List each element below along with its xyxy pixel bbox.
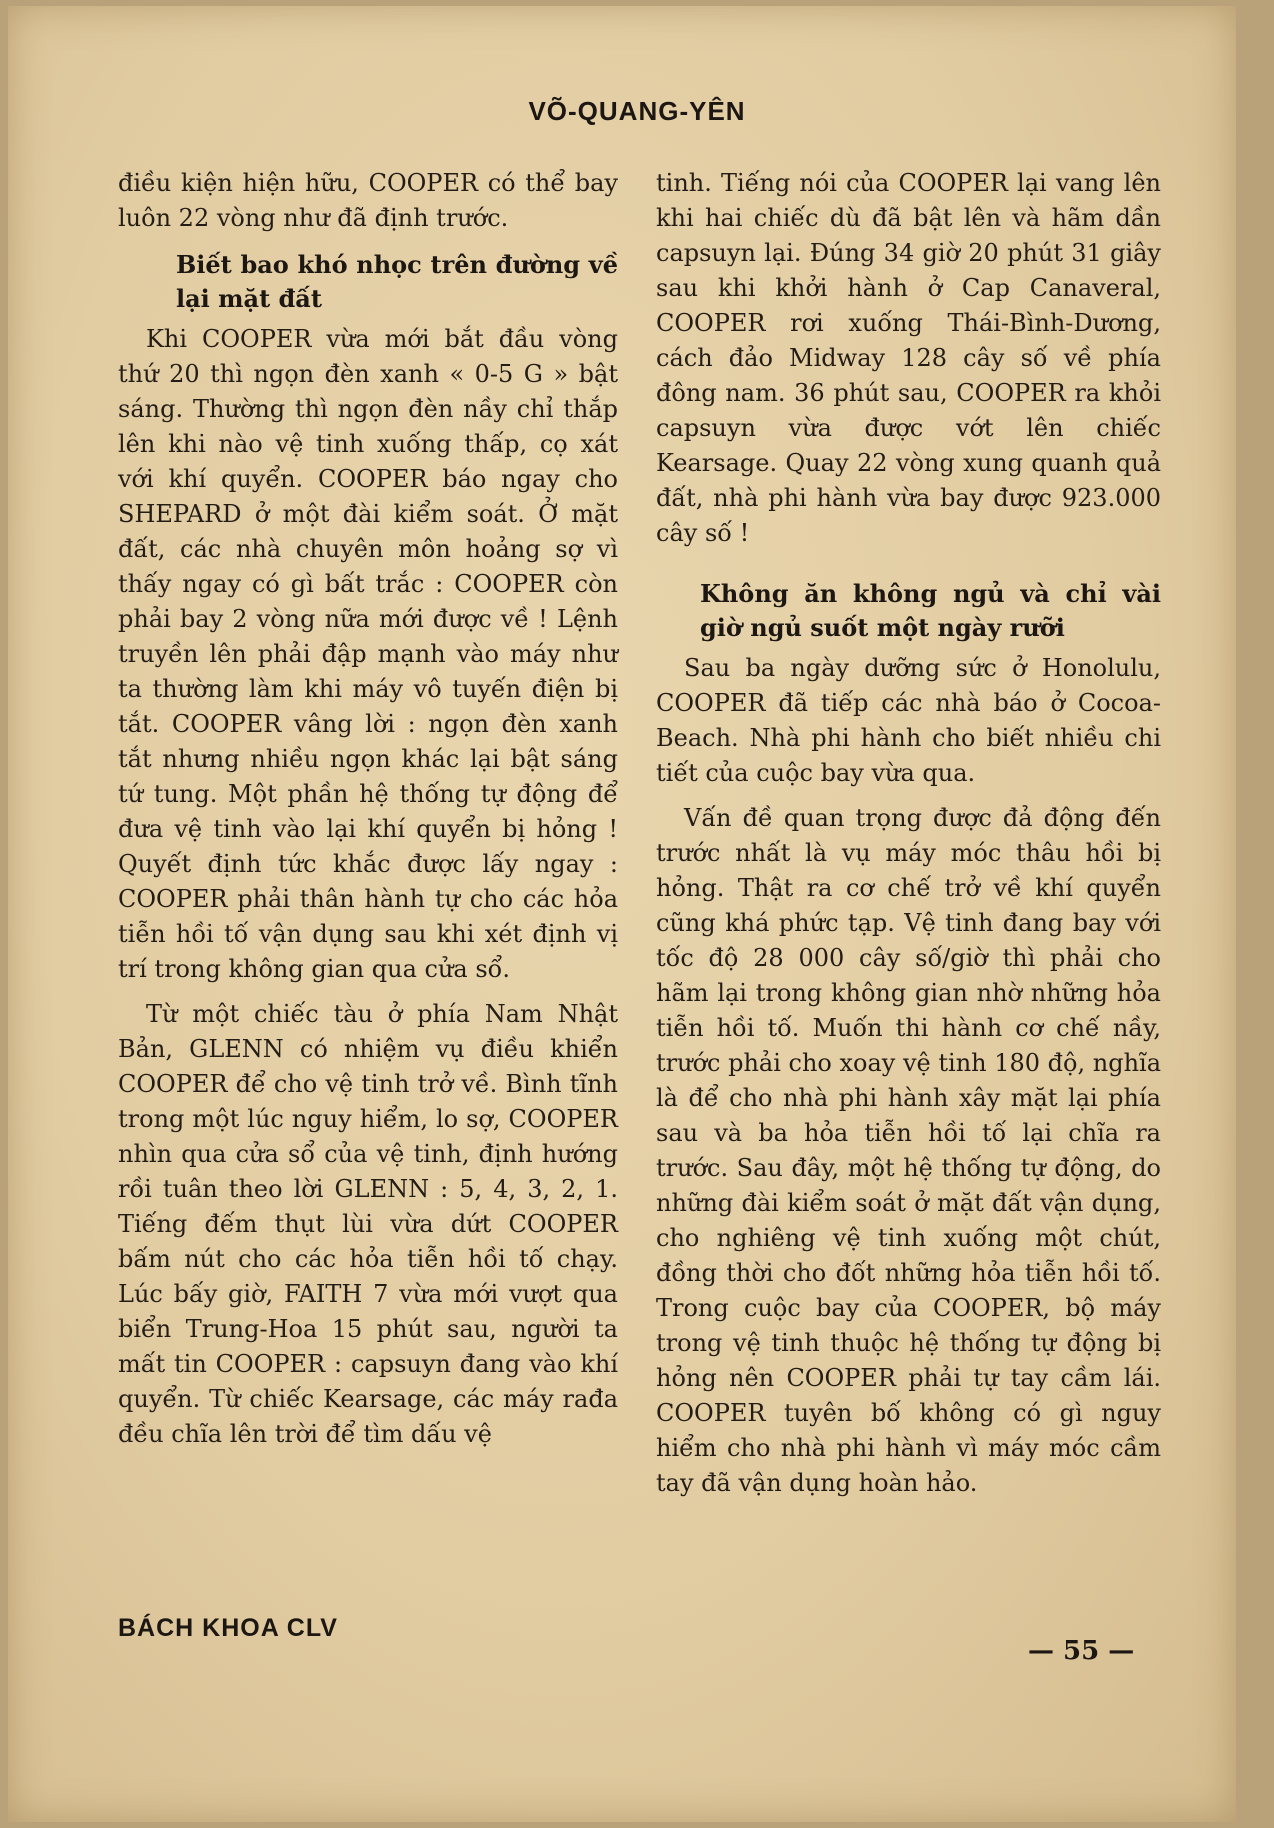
paragraph: Vấn đề quan trọng được đả động đến trước nhất là vụ máy móc thâu hồi bị hỏng. Thật ra cơ chế trở về khí quyển cũng khá phức tạp. Vệ tinh đang bay với tốc độ 28 000 cây số/giờ thì phải cho hãm lại trong không gian nhờ những hỏa tiễn hồi tố. Muốn thi hành cơ chế nầy, trước phải cho xoay vệ tinh 180 độ, nghĩa là để cho nhà phi hành xây mặt lại phía sau và ba hỏa tiễn hồi tố lại chĩa ra trước. Sau đây, một hệ thống tự động, do những đài kiểm soát ở mặt đất vận dụng, cho nghiêng vệ tinh xuống một chút, đồng thời cho đốt những hỏa tiễn hồi tố. Trong cuộc bay của COOPER, bộ máy trong vệ tinh thuộc hệ thống tự động bị hỏng nên COOPER phải tự tay cầm lái. COOPER tuyên bố không có gì nguy hiểm cho nhà phi hành vì máy móc cầm tay đã vận dụng hoàn hảo.	[656, 804, 1162, 1497]
paragraph: Khi COOPER vừa mới bắt đầu vòng thứ 20 thì ngọn đèn xanh « 0-5 G » bật sáng. Thường thì ngọn đèn nầy chỉ thắp lên khi nào vệ tinh xuống thấp, cọ xát với khí quyển. COOPER báo ngay cho SHEPARD ở một đài kiểm soát. Ở mặt đất, các nhà chuyên môn hoảng sợ vì thấy ngay có gì bất trắc : COOPER còn phải bay 2 vòng nữa mới được về ! Lệnh truyền lên phải đập mạnh vào máy như ta thường làm khi máy vô tuyến điện bị tắt. COOPER vâng lời : ngọn đèn xanh tắt nhưng nhiều ngọn khác lại bật sáng tứ tung. Một phần hệ thống tự động để đưa vệ tinh vào lại khí quyển bị hỏng ! Quyết định tức khắc được lấy ngay : COOPER phải thân hành tự cho các hỏa tiễn hồi tố vận dụng sau khi xét định vị trí trong không gian qua cửa sổ.	[118, 325, 618, 983]
left-column	[118, 166, 618, 1452]
paragraph: Sau ba ngày dưỡng sức ở Honolulu, COOPER đã tiếp các nhà báo ở Cocoa-Beach. Nhà phi hành cho biết nhiều chi tiết của cuộc bay vừa qua.	[656, 654, 1161, 787]
publication-name: BÁCH KHOA CLV	[118, 1614, 338, 1642]
paragraph: Từ một chiếc tàu ở phía Nam Nhật Bản, GLENN có nhiệm vụ điều khiển COOPER để cho vệ tinh trở về. Bình tĩnh trong một lúc nguy hiểm, lo sợ, COOPER nhìn qua cửa sổ của vệ tinh, định hướng rồi tuân theo lời GLENN : 5, 4, 3, 2, 1. Tiếng đếm thụt lùi vừa dứt COOPER bấm nút cho các hỏa tiễn hồi tố chạy. Lúc bấy giờ, FAITH 7 vừa mới vượt qua biển Trung-Hoa 15 phút sau, người ta mất tin COOPER : capsuyn đang vào khí quyển. Từ chiếc Kearsage, các máy rađa đều chĩa lên trời để tìm dấu vệ	[118, 1000, 618, 1448]
page-number: — 55 —	[1028, 1636, 1135, 1666]
section-heading: Không ăn không ngủ và chỉ vài giờ ngủ suốt một ngày rưỡi	[700, 579, 1161, 642]
section-heading: Biết bao khó nhọc trên đường về lại mặt đất	[176, 250, 618, 313]
paragraph: tinh. Tiếng nói của COOPER lại vang lên khi hai chiếc dù đã bật lên và hãm dần capsuyn lại. Đúng 34 giờ 20 phút 31 giây sau khi khởi hành ở Cap Canaveral, COOPER rơi xuống Thái-Bình-Dương, cách đảo Midway 128 cây số về phía đông nam. 36 phút sau, COOPER ra khỏi capsuyn vừa được vớt lên chiếc Kearsage. Quay 22 vòng xung quanh quả đất, nhà phi hành vừa bay được 923.000 cây số !	[656, 169, 1161, 547]
right-column	[656, 166, 1161, 1501]
paragraph: điều kiện hiện hữu, COOPER có thể bay luôn 22 vòng như đã định trước.	[118, 169, 618, 232]
running-title: VÕ-QUANG-YÊN	[528, 96, 746, 126]
